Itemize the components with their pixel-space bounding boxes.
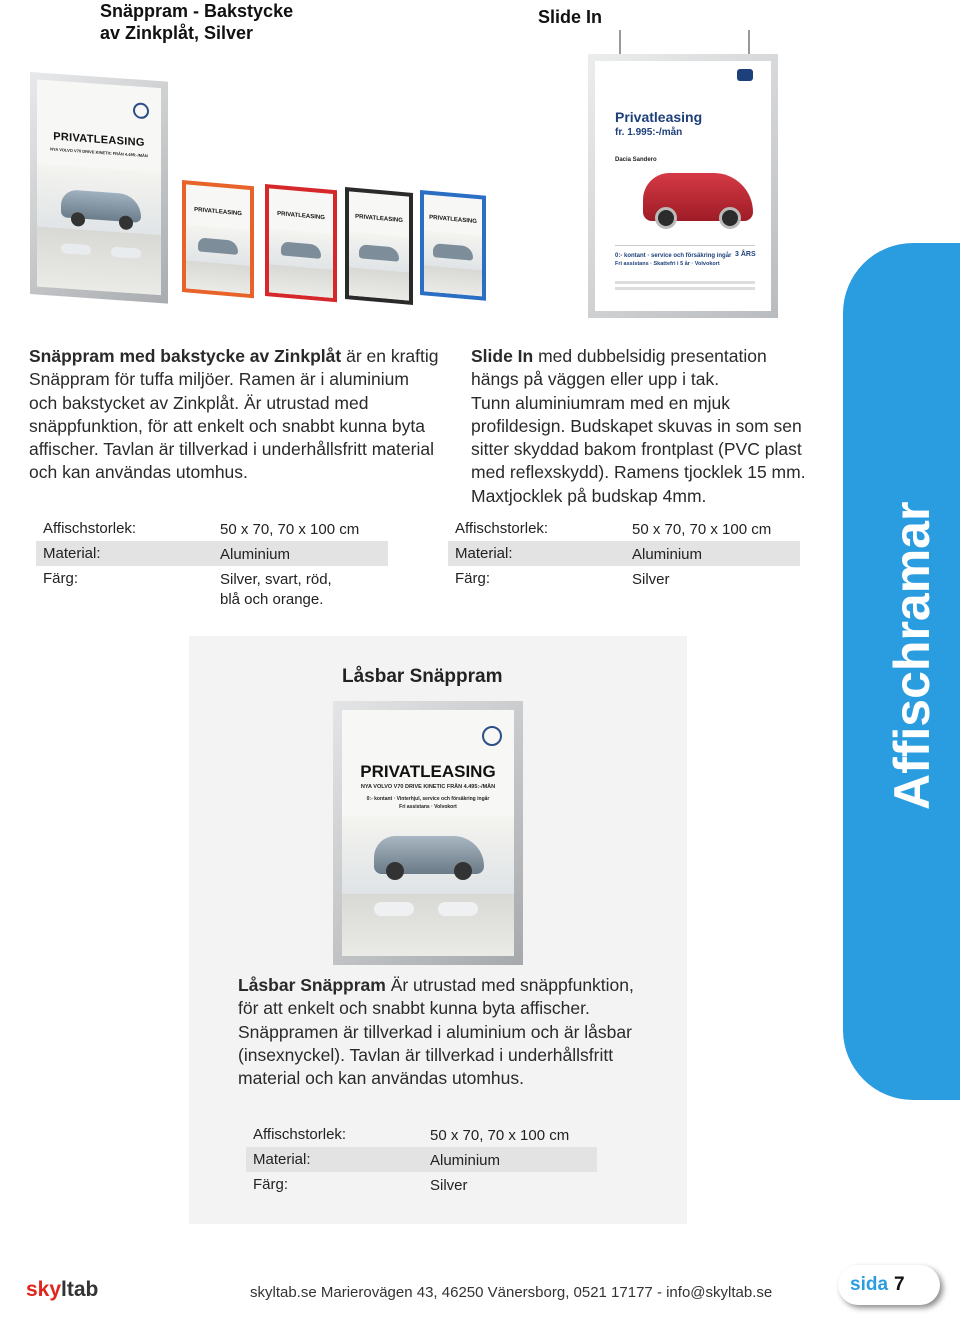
spec-row-color [246,1172,597,1197]
poster-subline: NYA VOLVO V70 DRIVE KINETIC FRÅN 4.495:-/MÅN [360,784,496,790]
poster-headline: PRIVATLEASING [53,130,145,150]
slide-in-spec-table [448,516,800,591]
description-text: Är utrustad med snäppfunktion, [385,975,634,995]
footer-address: skyltab.se Marierovägen 43, 46250 Vänersborg, 0521 17177 - info@skyltab.se [250,1284,773,1301]
spec-label: Affischstorlek: [455,520,549,537]
description-line: och bakstycket av Zinkplåt. Är utrustad med [29,392,369,413]
description-line: hängs på väggen eller upp i tak. [471,369,720,390]
description-text: är en kraftig [341,346,439,366]
hanging-wire-left [619,30,621,54]
red-frame-poster [265,184,337,302]
spec-row-material [246,1147,597,1172]
warranty-badge: 3 ÅRS [735,251,756,258]
poster-headline: PRIVATLEASING [355,213,403,225]
poster-offer: 0:- kontant · Vinterhjul, service och försäkring ingår [366,796,490,802]
spec-label: Färg: [43,570,79,587]
spec-label: Färg: [455,570,491,587]
description-line: snäppfunktion, för att enkelt och snabbt kunna byta [29,415,425,436]
category-side-tab-label: Affischramar [884,501,940,810]
spec-label: Material: [253,1151,311,1168]
slide-in-description [471,345,831,508]
description-line: (insexnyckel). Tavlan är tillverkad i underhållsfritt [238,1044,614,1065]
page-title-line-1: Snäppram - Bakstycke [100,1,294,21]
black-frame-poster [345,187,413,305]
dacia-offer: 0:- kontant · service och försäkring ingår [615,253,732,259]
lockable-name: Låsbar Snäppram [238,975,386,995]
description-line: affischer. Tavlan är tillverkad i underhållsfritt material [29,439,434,460]
dacia-price: fr. 1.995:-/mån [615,127,683,138]
description-line: Maxtjocklek på budskap 4mm. [471,485,707,506]
spec-row-material [448,541,800,566]
poster-headline: PRIVATLEASING [277,211,325,222]
slide-in-product-image [588,30,778,320]
spec-value: blå och orange. [220,591,324,608]
poster-subline: NYA VOLVO V70 DRIVE KINETIC FRÅN 4.495:-/MÅN [50,146,148,159]
logo-part-rest: ltab [61,1278,99,1301]
silver-frame-poster [30,72,168,304]
description-line: med reflexskydd). Ramens tjocklek 15 mm. [471,462,806,483]
spec-value: Aluminium [220,546,291,563]
spec-value: Aluminium [632,546,703,563]
spec-value: 50 x 70, 70 x 100 cm [632,521,772,538]
lockable-frame-image [333,701,523,965]
poster-headline: PRIVATLEASING [429,214,477,225]
spec-label: Färg: [253,1176,289,1193]
lockable-frame-title: Låsbar Snäppram [342,666,503,687]
description-line: sitter skyddad bakom frontplast (PVC plast [471,439,802,460]
hanging-wire-right [748,30,750,54]
description-line: profildesign. Budskapet skuvas in som sen [471,415,802,436]
skyltab-logo [26,1278,98,1302]
spec-row-size [448,516,800,541]
spec-value: Silver, svart, röd, [220,571,332,588]
spec-value: 50 x 70, 70 x 100 cm [430,1127,570,1144]
dacia-headline: Privatleasing [615,109,703,125]
description-line: material och kan användas utomhus. [238,1068,524,1089]
page-title-line-2: av Zinkplåt, Silver [100,23,254,43]
spec-label: Affischstorlek: [253,1126,347,1143]
spec-row-color [448,566,800,591]
page-number: 7 [894,1274,905,1295]
description-line: Tunn aluminiumram med en mjuk [471,392,731,413]
description-line: och kan användas utomhus. [29,462,248,483]
poster-headline: PRIVATLEASING [360,762,496,781]
lockable-description [238,974,668,1090]
spec-row-material [36,541,388,566]
description-line: Snäppram för tuffa miljöer. Ramen är i aluminium [29,369,409,390]
page-word: sida [850,1274,889,1295]
logo-part-sky: sky [26,1278,62,1301]
spec-value: Aluminium [430,1152,501,1169]
spec-label: Affischstorlek: [43,520,137,537]
spec-label: Material: [455,545,513,562]
slide-in-name: Slide In [471,346,534,366]
poster-offer-2: Fri assistans · Volvokort [399,804,457,810]
snappram-name: Snäppram med bakstycke av Zinkplåt [29,346,342,366]
spec-value: Silver [632,571,670,588]
snappram-spec-table [36,516,388,610]
dacia-model: Dacia Sandero [615,157,657,163]
spec-row-size [246,1122,597,1147]
spec-value: 50 x 70, 70 x 100 cm [220,521,360,538]
poster-headline: PRIVATLEASING [194,207,242,218]
description-line: för att enkelt och snabbt kunna byta affischer. [238,998,590,1019]
snappram-description [29,345,469,485]
snappram-product-image [30,72,490,297]
page-title [100,0,293,44]
slide-in-title: Slide In [538,7,603,27]
page-number-badge [838,1265,940,1305]
spec-value: Silver [430,1177,468,1194]
description-line: Snäppramen är tillverkad i aluminium och är låsbar [238,1021,632,1042]
slide-in-frame [588,54,778,318]
dacia-offer-2: Fri assistans · Skattefri i 5 år · Volvokort [615,261,720,267]
spec-row-size [36,516,388,541]
blue-frame-poster [420,190,486,301]
orange-frame-poster [182,180,254,298]
lockable-spec-table [246,1122,597,1197]
description-text: med dubbelsidig presentation [533,346,767,366]
spec-row-color [36,566,388,610]
spec-label: Material: [43,545,101,562]
